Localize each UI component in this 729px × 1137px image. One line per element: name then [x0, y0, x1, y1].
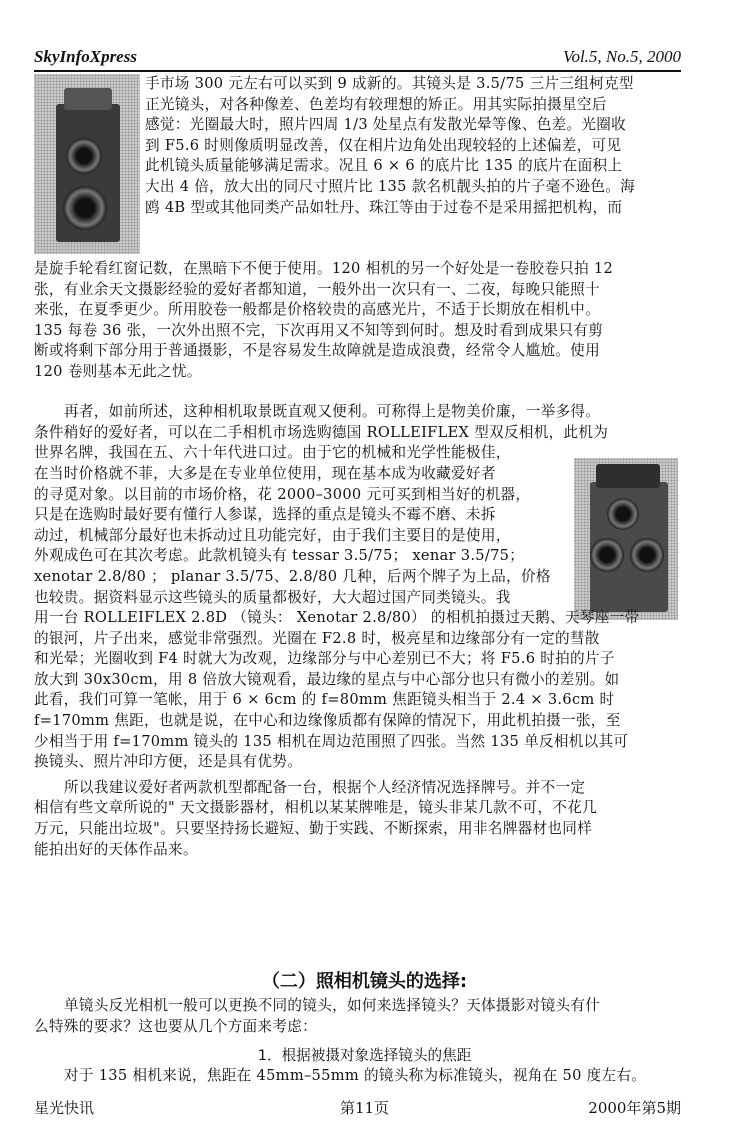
text-line: 外观成色可在其次考虑。此款机镜头有 tessar 3.5/75； xenar 3.5/75；	[34, 547, 525, 565]
text-line: 大出 4 倍，放大出的同尺寸照片比 135 款名机靓头拍的片子毫不逊色。海	[145, 177, 636, 195]
journal-name: SkyInfoXpress	[34, 47, 137, 66]
issue-info: Vol.5, No.5, 2000	[562, 47, 681, 66]
text-line: 世界名牌，我国在五、六十年代进口过。由于它的机械和光学性能极佳，	[34, 444, 511, 462]
paragraph-4	[34, 996, 694, 1037]
text-line: 对于 135 相机来说，焦距在 45mm–55mm 的镜头称为标准镜头，视角在 50 度左右。	[64, 1067, 647, 1084]
text-line: 少相当于用 f=170mm 镜头的 135 相机在周边范围照了四张。当然 135 单反相机以其可	[34, 732, 629, 750]
text-line: 单镜头反光相机一般可以更换不同的镜头，如何来选择镜头？天体摄影对镜头有什	[64, 997, 601, 1014]
text-line: 断或将剩下部分用于普通摄影，不是容易发生故障就是造成浪费，经常令人尴尬。使用	[34, 342, 600, 360]
text-line: 能拍出好的天体作品来。	[34, 840, 198, 858]
text-line: 120 卷则基本无此之忧。	[34, 362, 202, 380]
footer-publication: 星光快讯	[34, 1099, 95, 1117]
text-line: 鸥 4B 型或其他同类产品如牡丹、珠江等由于过卷不是采用摇把机构，而	[145, 198, 623, 216]
paragraph-2-wrapped	[34, 464, 572, 608]
text-line: 放大到 30x30cm，用 8 倍放大镜观看，最边缘的星点与中心部分也只有微小的差别。如	[34, 670, 620, 688]
paragraph-1-continued	[34, 259, 694, 383]
camera-photo-rolleiflex	[574, 458, 678, 620]
text-line: xenotar 2.8/80 ； planar 3.5/75、2.8/80 几种，后两个牌子为上品，价格	[34, 567, 551, 585]
text-line: 135 每卷 36 张，一次外出照不完，下次再用又不知等到何时。想及时看到成果只有剪	[34, 321, 604, 339]
text-line: 此机镜头质量能够满足需求。况且 6 × 6 的底片比 135 的底片在面积上	[145, 157, 623, 175]
text-line: 所以我建议爱好者两款机型都配备一台，根据个人经济情况选择牌号。并不一定	[64, 778, 586, 796]
text-line: 在当时价格就不菲，大多是在专业单位使用，现在基本成为收藏爱好者	[34, 465, 496, 482]
paragraph-2	[34, 402, 694, 464]
text-line: 此看，我们可算一笔帐，用于 6 × 6cm 的 f=80mm 焦距镜头相当于 2.4 × 3.6cm 时	[34, 691, 615, 709]
text-line: f=170mm 焦距，也就是说，在中心和边缘像质都有保障的情况下，用此机拍摄一张，至	[34, 711, 621, 729]
text-line: 是旋手轮看红窗记数，在黑暗下不便于使用。120 相机的另一个好处是一卷胶卷只拍 12	[34, 260, 614, 277]
text-line: 相信有些文章所说的" 天文摄影器材，相机以某某牌唯是，镜头非某几款不可，不花几	[34, 799, 598, 817]
text-line: 和光晕；光圈收到 F4 时就大为改观，边缘部分与中心差别已不大；将 F5.6 时拍的片子	[34, 650, 615, 668]
text-line: 的寻觅对象。以目前的市场价格，花 2000–3000 元可买到相当好的机器，	[34, 485, 531, 503]
text-line: 到 F5.6 时则像质明显改善，仅在相片边角处出现较轻的上述偏差，可见	[145, 136, 622, 154]
text-line: 的银河，片子出来，感觉非常强烈。光圈在 F2.8 时，极亮星和边缘部分有一定的彗散	[34, 629, 600, 647]
text-line: 换镜头、照片冲印方便，还是具有优势。	[34, 753, 303, 771]
text-line: 再者，如前所述，这种相机取景既直观又便利。可称得上是物美价廉，一举多得。	[64, 403, 601, 420]
text-line: 只是在选购时最好要有懂行人参谋，选择的重点是镜头不霉不磨、未拆	[34, 506, 496, 524]
text-line: 用一台 ROLLEIFLEX 2.8D （镜头： Xenotar 2.8/80） 的相机拍摄过天鹅、天琴座一带	[34, 609, 640, 626]
paragraph-5	[34, 1066, 694, 1087]
paragraph-2-continued	[34, 608, 694, 860]
text-line: 来张，在夏季更少。所用胶卷一般都是价格较贵的高感光片，不适于长期放在相机中。	[34, 301, 600, 319]
page-number: 第11页	[340, 1099, 390, 1117]
running-header	[34, 44, 681, 72]
text-line: 手市场 300 元左右可以买到 9 成新的。其镜头是 3.5/75 三片三组柯克型	[145, 75, 634, 92]
text-line: 张，有业余天文摄影经验的爱好者都知道，一般外出一次只有一、二夜，每晚只能照十	[34, 280, 600, 298]
footer-issue: 2000年第5期	[588, 1099, 681, 1117]
section-heading: （二）照相机镜头的选择:	[261, 971, 468, 992]
text-line: 万元，只能出垃圾"。只要坚持扬长避短、勤于实践、不断探索，用非名牌器材也同样	[34, 819, 593, 837]
text-line: 条件稍好的爱好者，可以在二手相机市场选购德国 ROLLEIFLEX 型双反相机，此机为	[34, 423, 609, 441]
text-line: 也较贵。据资料显示这些镜头的质量都极好，大大超过国产同类镜头。我	[34, 588, 511, 606]
text-line: 么特殊的要求？这也要从几个方面来考虑：	[34, 1017, 317, 1035]
paragraph-1-wrapped	[145, 74, 685, 218]
camera-photo-seagull	[34, 74, 140, 254]
text-line: 感觉：光圈最大时，照片四周 1/3 处星点有发散光晕等像、色差。光圈收	[145, 116, 627, 134]
subsection-heading: 1．根据被摄对象选择镜头的焦距	[257, 1047, 472, 1064]
text-line: 正光镜头，对各种像差、色差均有较理想的矫正。用其实际拍摄星空后	[145, 95, 607, 113]
text-line: 动过，机械部分最好也未拆动过且功能完好，由于我们主要目的是使用，	[34, 526, 511, 544]
